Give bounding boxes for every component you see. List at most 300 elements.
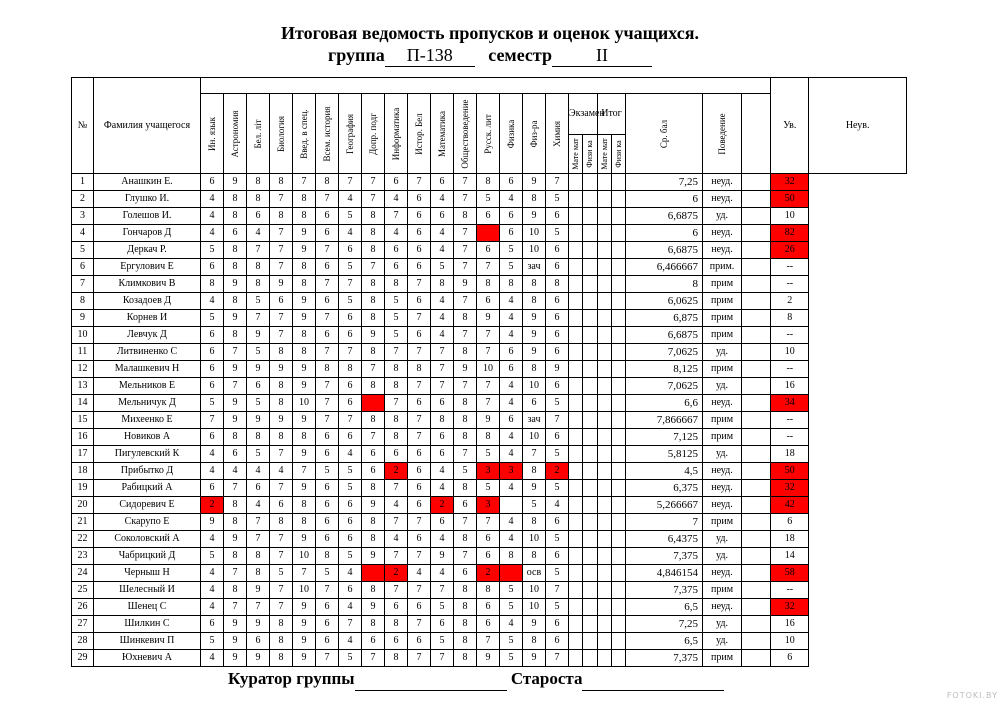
subject-header-label-wrap bbox=[316, 95, 338, 173]
grade-cell: 8 bbox=[362, 225, 385, 242]
excused-absences bbox=[742, 259, 771, 276]
exam-header: Экзамен bbox=[569, 94, 598, 135]
grade-cell: 6 bbox=[477, 548, 500, 565]
unexcused-absences: -- bbox=[771, 582, 809, 599]
exam-itog-cell bbox=[583, 395, 598, 412]
grade-cell: 7 bbox=[408, 582, 431, 599]
grade-cell: 9 bbox=[362, 548, 385, 565]
subject-header-label-wrap bbox=[270, 95, 292, 173]
average-score: 7,25 bbox=[626, 174, 703, 191]
excused-absences bbox=[742, 174, 771, 191]
unexcused-absences: 58 bbox=[771, 565, 809, 582]
average-score: 6,0625 bbox=[626, 293, 703, 310]
row-number: 22 bbox=[72, 531, 94, 548]
grade-cell: 6 bbox=[500, 225, 523, 242]
average-score: 6 bbox=[626, 225, 703, 242]
grade-cell: 6 bbox=[431, 395, 454, 412]
sub-header-label: Физи ка bbox=[613, 140, 623, 168]
unexcused-absences: 6 bbox=[771, 650, 809, 667]
grade-cell: 7 bbox=[270, 327, 293, 344]
subject-header-label-wrap bbox=[523, 95, 545, 173]
average-score: 6,5 bbox=[626, 633, 703, 650]
grade-cell: 6 bbox=[408, 497, 431, 514]
col-avg-label-wrap bbox=[626, 95, 702, 173]
grade-cell: 4 bbox=[500, 429, 523, 446]
grade-cell: 8 bbox=[270, 344, 293, 361]
excused-absences bbox=[742, 429, 771, 446]
grade-cell: 7 bbox=[454, 548, 477, 565]
exam-itog-cell bbox=[583, 650, 598, 667]
grade-cell: 8 bbox=[523, 293, 546, 310]
grade-cell: 7 bbox=[339, 276, 362, 293]
excused-absences bbox=[742, 344, 771, 361]
grade-cell: 7 bbox=[454, 259, 477, 276]
grade-cell: 5 bbox=[431, 259, 454, 276]
grade-cell: 8 bbox=[454, 344, 477, 361]
behavior-value: неуд. bbox=[703, 174, 742, 191]
grade-cell: 2 bbox=[546, 463, 569, 480]
exam-itog-cell bbox=[598, 616, 612, 633]
grade-cell: 8 bbox=[293, 514, 316, 531]
grade-cell: 6 bbox=[201, 344, 224, 361]
grade-cell: 9 bbox=[523, 616, 546, 633]
exam-itog-cell bbox=[612, 514, 626, 531]
exam-itog-cell bbox=[612, 327, 626, 344]
exam-itog-cell bbox=[583, 446, 598, 463]
grade-cell: 8 bbox=[454, 582, 477, 599]
exam-itog-cell bbox=[569, 310, 583, 327]
grade-cell: 7 bbox=[316, 582, 339, 599]
table-row bbox=[72, 633, 907, 650]
grade-cell: 9 bbox=[293, 412, 316, 429]
unexcused-absences: 16 bbox=[771, 378, 809, 395]
grade-cell: 7 bbox=[270, 480, 293, 497]
grade-cell: 8 bbox=[224, 242, 247, 259]
grade-cell: 7 bbox=[201, 412, 224, 429]
grade-cell: 7 bbox=[316, 276, 339, 293]
excused-absences bbox=[742, 531, 771, 548]
behavior-value: уд. bbox=[703, 616, 742, 633]
subject-header-label: Русск. лит bbox=[483, 113, 493, 154]
grade-cell: 10 bbox=[477, 361, 500, 378]
excused-absences bbox=[742, 225, 771, 242]
unexcused-absences: -- bbox=[771, 429, 809, 446]
exam-itog-cell bbox=[569, 463, 583, 480]
grade-cell: 4 bbox=[201, 225, 224, 242]
row-number: 16 bbox=[72, 429, 94, 446]
grade-cell: 7 bbox=[270, 259, 293, 276]
grade-cell: 5 bbox=[201, 310, 224, 327]
grade-cell: 10 bbox=[293, 548, 316, 565]
average-score: 7,375 bbox=[626, 650, 703, 667]
grade-cell: 8 bbox=[293, 191, 316, 208]
grade-cell: 7 bbox=[224, 565, 247, 582]
grade-cell: 4 bbox=[201, 463, 224, 480]
grade-cell: 4 bbox=[500, 480, 523, 497]
unexcused-absences: 26 bbox=[771, 242, 809, 259]
elder-label: Староста bbox=[510, 669, 583, 688]
exam-itog-cell bbox=[598, 650, 612, 667]
exam-itog-cell bbox=[569, 225, 583, 242]
subject-header-label-wrap bbox=[385, 95, 407, 173]
grade-cell: 7 bbox=[339, 344, 362, 361]
table-row bbox=[72, 395, 907, 412]
grade-cell: осв bbox=[523, 565, 546, 582]
grade-cell: 9 bbox=[477, 412, 500, 429]
grade-cell: 6 bbox=[316, 497, 339, 514]
average-score: 6,6875 bbox=[626, 208, 703, 225]
grade-cell: 4 bbox=[247, 497, 270, 514]
subject-header-label: Всем. история bbox=[322, 106, 332, 161]
grade-cell: 5 bbox=[201, 633, 224, 650]
grade-cell: 7 bbox=[270, 582, 293, 599]
excused-absences bbox=[742, 514, 771, 531]
grade-cell: 4 bbox=[408, 565, 431, 582]
grade-cell: 4 bbox=[247, 463, 270, 480]
row-number: 19 bbox=[72, 480, 94, 497]
grade-cell: 5 bbox=[247, 344, 270, 361]
unexcused-absences: -- bbox=[771, 327, 809, 344]
grade-cell: 7 bbox=[546, 412, 569, 429]
grade-cell: 7 bbox=[362, 259, 385, 276]
exam-itog-cell bbox=[598, 310, 612, 327]
exam-itog-cell bbox=[598, 225, 612, 242]
exam-itog-cell bbox=[598, 480, 612, 497]
exam-itog-cell bbox=[612, 412, 626, 429]
grade-cell: 8 bbox=[247, 429, 270, 446]
exam-itog-cell bbox=[583, 531, 598, 548]
grade-cell: 8 bbox=[270, 429, 293, 446]
exam-itog-cell bbox=[583, 480, 598, 497]
exam-itog-cell bbox=[612, 242, 626, 259]
exam-itog-cell bbox=[569, 327, 583, 344]
exam-itog-cell bbox=[569, 531, 583, 548]
excused-absences bbox=[742, 293, 771, 310]
grade-cell: 6 bbox=[500, 344, 523, 361]
student-name: Юхневич А bbox=[94, 650, 201, 667]
grade-cell: 8 bbox=[293, 259, 316, 276]
grade-cell: 7 bbox=[431, 361, 454, 378]
row-number: 13 bbox=[72, 378, 94, 395]
grade-cell: 9 bbox=[224, 395, 247, 412]
unexcused-absences: 10 bbox=[771, 208, 809, 225]
sub-header-label: Мате мат bbox=[599, 138, 609, 170]
grade-cell: 8 bbox=[224, 259, 247, 276]
behavior-value: прим bbox=[703, 310, 742, 327]
behavior-value: прим bbox=[703, 412, 742, 429]
subject-header-label-wrap bbox=[339, 95, 361, 173]
student-name: Голешов И. bbox=[94, 208, 201, 225]
row-number: 18 bbox=[72, 463, 94, 480]
grade-cell: 5 bbox=[500, 633, 523, 650]
grade-cell: 6 bbox=[408, 225, 431, 242]
grade-cell: 7 bbox=[385, 395, 408, 412]
grade-cell: 7 bbox=[339, 616, 362, 633]
exam-itog-cell bbox=[612, 480, 626, 497]
behavior-value: прим bbox=[703, 293, 742, 310]
grade-cell: 6 bbox=[431, 446, 454, 463]
average-score: 6,5 bbox=[626, 599, 703, 616]
grade-cell: 5 bbox=[454, 463, 477, 480]
grade-cell bbox=[500, 565, 523, 582]
table-row bbox=[72, 582, 907, 599]
grade-cell: 8 bbox=[224, 497, 247, 514]
grade-cell: 8 bbox=[247, 191, 270, 208]
grade-cell: 7 bbox=[224, 344, 247, 361]
exam-itog-cell bbox=[569, 565, 583, 582]
grade-cell: 8 bbox=[224, 327, 247, 344]
grade-cell: 7 bbox=[546, 582, 569, 599]
grade-cell: 6 bbox=[431, 174, 454, 191]
exam-itog-cell bbox=[598, 395, 612, 412]
grade-cell: 4 bbox=[339, 599, 362, 616]
grade-cell: 6 bbox=[270, 293, 293, 310]
grade-cell: 8 bbox=[247, 565, 270, 582]
excused-absences bbox=[742, 327, 771, 344]
student-name: Корнев И bbox=[94, 310, 201, 327]
grade-cell: 4 bbox=[500, 310, 523, 327]
grade-cell: 6 bbox=[247, 480, 270, 497]
grade-cell: 4 bbox=[500, 446, 523, 463]
row-number: 3 bbox=[72, 208, 94, 225]
student-name: Шилкин С bbox=[94, 616, 201, 633]
table-row bbox=[72, 412, 907, 429]
grade-cell: 8 bbox=[477, 429, 500, 446]
student-name: Анашкин Е. bbox=[94, 174, 201, 191]
table-row bbox=[72, 548, 907, 565]
grade-cell: 4 bbox=[431, 531, 454, 548]
exam-itog-cell bbox=[598, 514, 612, 531]
exam-itog-cell bbox=[598, 174, 612, 191]
grade-cell: 6 bbox=[546, 242, 569, 259]
behavior-value: неуд. bbox=[703, 242, 742, 259]
average-score: 6,375 bbox=[626, 480, 703, 497]
grade-cell: 6 bbox=[362, 446, 385, 463]
grade-cell: 4 bbox=[500, 531, 523, 548]
subject-header-label-wrap bbox=[477, 95, 499, 173]
exam-itog-cell bbox=[583, 412, 598, 429]
row-number: 1 bbox=[72, 174, 94, 191]
grade-cell: 9 bbox=[293, 310, 316, 327]
grade-cell: 6 bbox=[201, 327, 224, 344]
exam-itog-cell bbox=[612, 395, 626, 412]
grade-cell: 9 bbox=[362, 497, 385, 514]
grade-cell: 7 bbox=[362, 429, 385, 446]
grade-cell: 9 bbox=[270, 412, 293, 429]
grade-cell: 7 bbox=[546, 174, 569, 191]
exam-itog-cell bbox=[612, 191, 626, 208]
grade-cell: 7 bbox=[224, 480, 247, 497]
exam-itog-cell bbox=[569, 276, 583, 293]
exam-itog-cell bbox=[612, 259, 626, 276]
subject-header-label-wrap bbox=[362, 95, 384, 173]
exam-itog-cell bbox=[583, 514, 598, 531]
grade-cell: 7 bbox=[385, 514, 408, 531]
grade-cell: 2 bbox=[431, 497, 454, 514]
student-name: Гончаров Д bbox=[94, 225, 201, 242]
grade-cell: 4 bbox=[431, 327, 454, 344]
grade-cell: 9 bbox=[224, 174, 247, 191]
grade-cell: 9 bbox=[270, 361, 293, 378]
student-name: Ергулович Е bbox=[94, 259, 201, 276]
grade-cell: 9 bbox=[523, 208, 546, 225]
grade-cell: 6 bbox=[408, 480, 431, 497]
grade-cell: 4 bbox=[500, 395, 523, 412]
exam-itog-cell bbox=[598, 378, 612, 395]
table-row bbox=[72, 497, 907, 514]
subject-header bbox=[500, 94, 523, 174]
grade-cell: 6 bbox=[408, 293, 431, 310]
grade-cell: 9 bbox=[293, 633, 316, 650]
exam-itog-cell bbox=[583, 565, 598, 582]
table-row bbox=[72, 463, 907, 480]
excused-absences bbox=[742, 480, 771, 497]
grade-cell: 8 bbox=[201, 276, 224, 293]
grade-cell: 9 bbox=[293, 531, 316, 548]
grade-cell: 5 bbox=[316, 565, 339, 582]
row-number: 10 bbox=[72, 327, 94, 344]
grade-cell: 7 bbox=[431, 378, 454, 395]
unexcused-absences: 10 bbox=[771, 344, 809, 361]
grade-cell: 7 bbox=[362, 361, 385, 378]
grade-cell: 5 bbox=[247, 293, 270, 310]
subject-header bbox=[546, 94, 569, 174]
grade-cell: 8 bbox=[270, 174, 293, 191]
elder-signature-field bbox=[582, 668, 724, 691]
unexcused-absences: -- bbox=[771, 259, 809, 276]
grade-cell: 7 bbox=[247, 242, 270, 259]
grade-cell: 6 bbox=[546, 378, 569, 395]
grade-cell: 4 bbox=[500, 191, 523, 208]
grade-cell: 5 bbox=[546, 531, 569, 548]
exam-sub-header bbox=[569, 135, 583, 174]
col-unexcused-header: Неув. bbox=[809, 78, 907, 174]
header-blank-top bbox=[201, 78, 771, 94]
row-number: 2 bbox=[72, 191, 94, 208]
behavior-value: прим bbox=[703, 650, 742, 667]
unexcused-absences: 32 bbox=[771, 480, 809, 497]
grade-cell: 9 bbox=[224, 361, 247, 378]
grade-cell: 6 bbox=[546, 327, 569, 344]
grade-cell: 7 bbox=[431, 650, 454, 667]
grade-cell: 7 bbox=[270, 531, 293, 548]
subject-header-label-wrap bbox=[247, 95, 269, 173]
grade-cell: 4 bbox=[201, 565, 224, 582]
grade-cell: 9 bbox=[224, 633, 247, 650]
grade-cell: 8 bbox=[454, 480, 477, 497]
grade-cell: 7 bbox=[477, 259, 500, 276]
row-number: 29 bbox=[72, 650, 94, 667]
grade-cell: 6 bbox=[201, 361, 224, 378]
behavior-value: неуд. bbox=[703, 395, 742, 412]
excused-absences bbox=[742, 463, 771, 480]
exam-itog-cell bbox=[569, 548, 583, 565]
subject-header-label: Математика bbox=[437, 110, 447, 157]
exam-itog-cell bbox=[569, 514, 583, 531]
exam-itog-cell bbox=[569, 361, 583, 378]
excused-absences bbox=[742, 582, 771, 599]
average-score: 7,375 bbox=[626, 548, 703, 565]
grade-cell: 5 bbox=[546, 225, 569, 242]
average-score: 6,6875 bbox=[626, 327, 703, 344]
grade-cell: 10 bbox=[523, 242, 546, 259]
grade-cell: 6 bbox=[385, 242, 408, 259]
grade-cell: 10 bbox=[523, 378, 546, 395]
grade-cell: 7 bbox=[454, 293, 477, 310]
grade-cell: 6 bbox=[408, 327, 431, 344]
grade-cell: 5 bbox=[270, 565, 293, 582]
grade-cell: 8 bbox=[339, 361, 362, 378]
grade-cell: 4 bbox=[385, 191, 408, 208]
col-excused-header: Ув. bbox=[771, 78, 809, 174]
behavior-value: прим. bbox=[703, 259, 742, 276]
excused-absences bbox=[742, 497, 771, 514]
table-row bbox=[72, 480, 907, 497]
grade-cell: 8 bbox=[362, 582, 385, 599]
grade-cell: 7 bbox=[454, 327, 477, 344]
grade-cell: 6 bbox=[454, 565, 477, 582]
grade-cell: 4 bbox=[385, 225, 408, 242]
grade-cell: 6 bbox=[316, 633, 339, 650]
student-name: Козадоев Д bbox=[94, 293, 201, 310]
grade-cell: 6 bbox=[546, 514, 569, 531]
student-name: Шенец С bbox=[94, 599, 201, 616]
grade-cell: 6 bbox=[546, 633, 569, 650]
grade-cell: 5 bbox=[500, 582, 523, 599]
grade-cell: 8 bbox=[316, 174, 339, 191]
grade-cell: 6 bbox=[477, 616, 500, 633]
grade-cell: 9 bbox=[293, 293, 316, 310]
subject-header bbox=[523, 94, 546, 174]
exam-itog-cell bbox=[598, 361, 612, 378]
subject-header bbox=[316, 94, 339, 174]
exam-itog-cell bbox=[583, 242, 598, 259]
grade-cell: 9 bbox=[224, 310, 247, 327]
grade-cell: 5 bbox=[477, 480, 500, 497]
table-row bbox=[72, 446, 907, 463]
row-number: 5 bbox=[72, 242, 94, 259]
grade-cell: 8 bbox=[247, 174, 270, 191]
grade-cell: 6 bbox=[201, 616, 224, 633]
grade-cell: 7 bbox=[454, 446, 477, 463]
student-name: Мельников Е bbox=[94, 378, 201, 395]
signature-line bbox=[228, 668, 724, 691]
exam-itog-cell bbox=[583, 191, 598, 208]
grade-cell: 6 bbox=[385, 174, 408, 191]
grade-cell: 8 bbox=[293, 276, 316, 293]
subject-header-label-wrap bbox=[546, 95, 568, 173]
student-name: Рабицкий А bbox=[94, 480, 201, 497]
grade-cell: 5 bbox=[339, 259, 362, 276]
grade-cell: 5 bbox=[477, 191, 500, 208]
grade-cell: 4 bbox=[385, 531, 408, 548]
table-row bbox=[72, 565, 907, 582]
col-avg-header bbox=[626, 94, 703, 174]
average-score: 7,375 bbox=[626, 582, 703, 599]
exam-itog-cell bbox=[612, 429, 626, 446]
table-row bbox=[72, 276, 907, 293]
grade-cell: зач bbox=[523, 412, 546, 429]
grade-cell: 6 bbox=[500, 361, 523, 378]
grade-cell: 8 bbox=[385, 429, 408, 446]
grade-cell: 10 bbox=[523, 582, 546, 599]
table-row bbox=[72, 344, 907, 361]
table-row bbox=[72, 531, 907, 548]
exam-itog-cell bbox=[612, 225, 626, 242]
average-score: 6,6 bbox=[626, 395, 703, 412]
grade-cell: 9 bbox=[523, 327, 546, 344]
average-score: 8,125 bbox=[626, 361, 703, 378]
